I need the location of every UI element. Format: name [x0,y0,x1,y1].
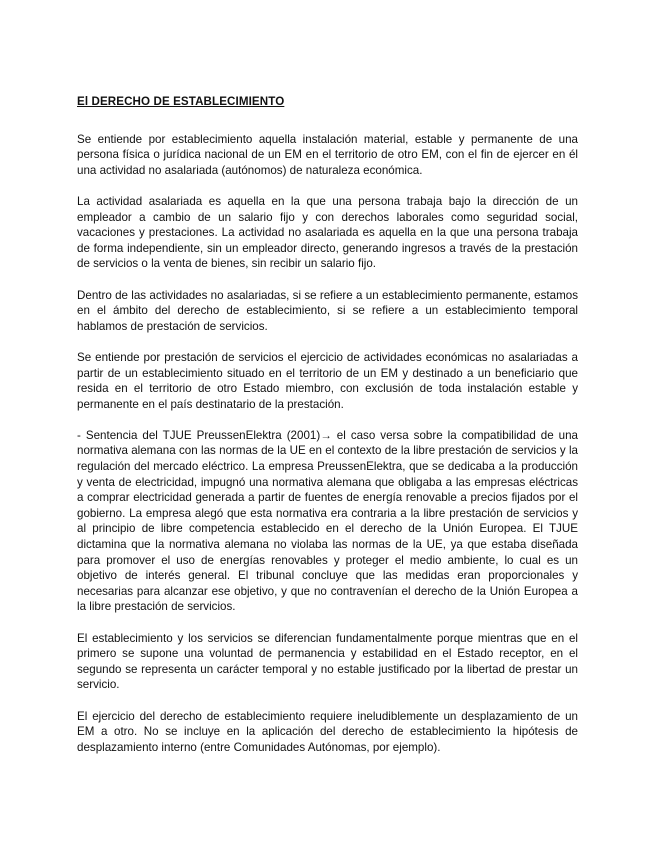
paragraph-preussenelektra-case: - Sentencia del TJUE PreussenElektra (2001)→ el caso versa sobre la compatibilidad de una normativa alemana con las normas de la UE en el contexto de la libre prestación de servicios y la regulación del mercado eléctrico. La empresa PreussenElektra, que se dedicaba a la producción y venta de electricidad, impugnó una normativa alemana que obligaba a las empresas eléctricas a comprar electricidad generada a partir de fuentes de energía renovable a precios fijados por el gobierno. La empresa alegó que esta normativa era contraria a la libre prestación de servicios y al principio de libre competencia establecido en el derecho de la Unión Europea. El TJUE dictamina que la normativa alemana no violaba las normas de la UE, ya que estaba diseñada para promover el uso de energías renovables y proteger el medio ambiente, lo cual es un objetivo de interés general. El tribunal concluye que las medidas eran proporcionales y necesarias para alcanzar ese objetivo, y que no contravenían el derecho de la Unión Europea a la libre prestación de servicios. [77,428,578,614]
paragraph-service-provision: Se entiende por prestación de servicios el ejercicio de actividades económicas no asalariadas a partir de un establecimiento situado en el territorio de un EM y destinado a un beneficiario que resida en el territorio de otro Estado miembro, con exclusión de toda instalación estable y permanente en el país destinatario de la prestación. [77,350,578,411]
paragraph-non-salaried: Dentro de las actividades no asalariadas, si se refiere a un establecimiento permanente, estamos en el ámbito del derecho de establecimiento, si se refiere a un establecimiento temporal hablamos de prestación de servicios. [77,288,578,333]
paragraph-displacement: El ejercicio del derecho de establecimiento requiere ineludiblemente un desplazamiento de un EM a otro. No se incluye en la aplicación del derecho de establecimiento la hipótesis de desplazamiento interno (entre Comunidades Autónomas, por ejemplo). [77,709,578,754]
paragraph-salaried-activity: La actividad asalariada es aquella en la que una persona trabaja bajo la dirección de un empleador a cambio de un salario fijo y con derechos laborales como seguridad social, vacaciones y prestaciones. La actividad no asalariada es aquella en la que una persona trabaja de forma independiente, sin un empleador directo, generando ingresos a través de la prestación de servicios o la venta de bienes, sin recibir un salario fijo. [77,194,578,271]
paragraph-difference: El establecimiento y los servicios se diferencian fundamentalmente porque mientras que en el primero se supone una voluntad de permanencia y estabilidad en el Estado receptor, en el segundo se representa un carácter temporal y no estable justificado por la libertad de prestar un servicio. [77,631,578,692]
paragraph-definition: Se entiende por establecimiento aquella instalación material, estable y permanente de una persona física o jurídica nacional de un EM en el territorio de otro EM, con el fin de ejercer en él una actividad no asalariada (autónomos) de naturaleza económica. [77,132,578,177]
document-page [77,94,578,771]
document-title: El DERECHO DE ESTABLECIMIENTO [77,95,285,108]
